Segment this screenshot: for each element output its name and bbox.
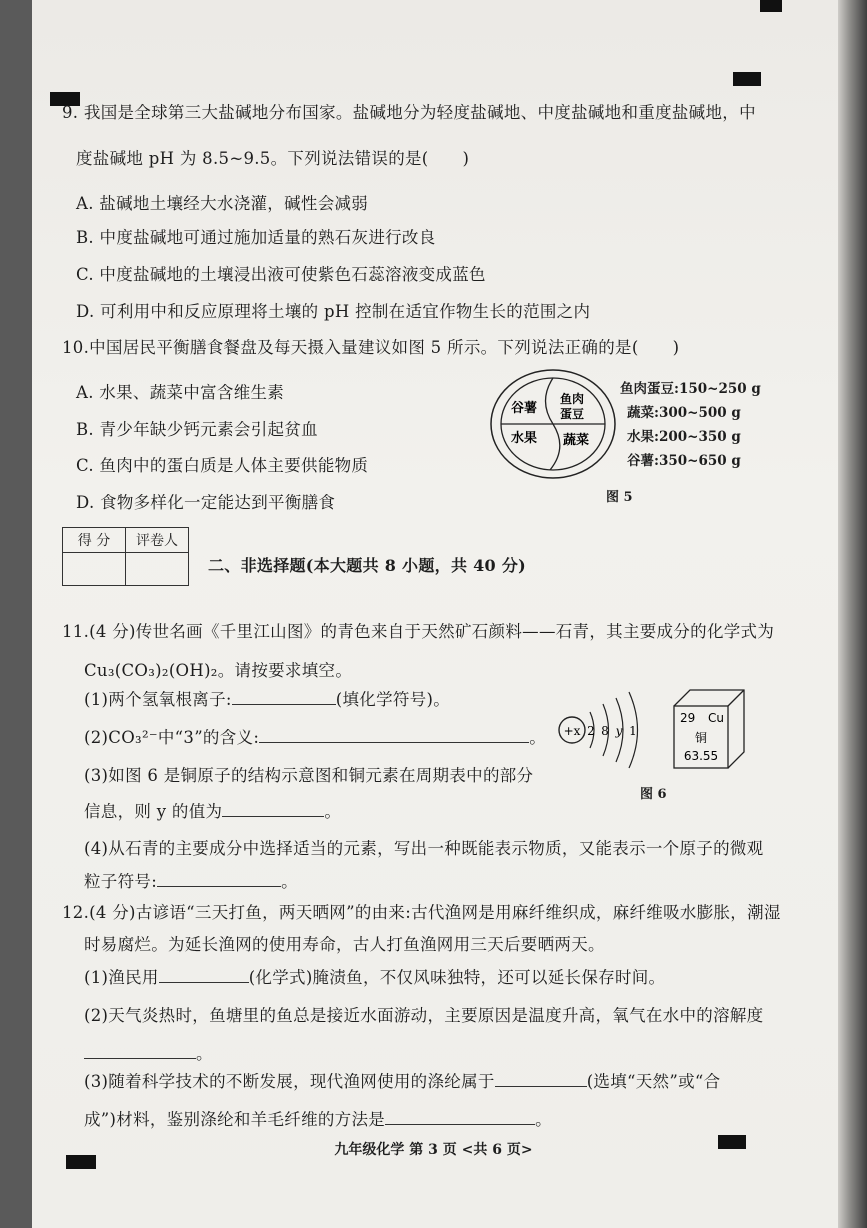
plate-label-fish-l1: 鱼肉 <box>559 392 585 406</box>
q9-option-a: A. 盐碱地土壤经大水浇灌，碱性会减弱 <box>76 194 369 213</box>
q9-option-d: D. 可利用中和反应原理将土壤的 pH 控制在适宜作物生长的范围之内 <box>76 302 591 321</box>
q11-p2-tail: 。 <box>529 728 547 747</box>
plate-label-veg: 蔬菜 <box>562 433 590 448</box>
shell-2: 8 <box>601 724 609 738</box>
intake-veg: 蔬菜:300~500 g <box>627 405 741 421</box>
score-box <box>62 527 189 586</box>
q11-stem-line2: Cu₃(CO₃)₂(OH)₂。请按要求填空。 <box>84 661 353 680</box>
intake-fruit: 水果:200~350 g <box>627 429 741 445</box>
q12-p3-head: (3)随着科学技术的不断发展，现代渔网使用的涤纶属于 <box>84 1072 495 1091</box>
q9-stem-close: ) <box>462 149 470 168</box>
nucleus-charge: +x <box>563 724 581 738</box>
q12-stem-line1: 12.(4 分)古谚语“三天打鱼，两天晒网”的由来:古代渔网是用麻纤维织成，麻纤维吸水膨胀，潮湿 <box>62 903 781 922</box>
intake-fish: 鱼肉蛋豆:150~250 g <box>620 381 761 397</box>
q11-p2-text: (2)CO₃²⁻中“3”的含义: <box>84 728 260 747</box>
q11-stem-line1: 11.(4 分)传世名画《千里江山图》的青色来自于天然矿石颜料——石青，其主要成分的化学式为 <box>62 622 775 641</box>
q12-p3-tail: (选填“天然”或“合 <box>586 1072 721 1091</box>
q11-p1-blank[interactable] <box>232 686 336 705</box>
plate-label-grain: 谷薯 <box>510 401 538 416</box>
q11-p4-line1: (4)从石青的主要成分中选择适当的元素，写出一种既能表示物质，又能表示一个原子的微观 <box>84 839 764 858</box>
copper-atom-diagram <box>556 690 652 770</box>
q11-p3-line2 <box>84 798 341 822</box>
q11-p4-tail: 。 <box>281 872 298 891</box>
q10-option-a: A. 水果、蔬菜中富含维生素 <box>76 383 285 402</box>
element-number: 29 <box>680 711 696 725</box>
q11-p1-text: (1)两个氢氧根离子: <box>84 690 232 709</box>
q12-p2-tail: 。 <box>196 1044 213 1063</box>
page-footer: 九年级化学 第 3 页 <共 6 页> <box>334 1142 533 1158</box>
registration-mark <box>760 0 782 12</box>
q11-p2-blank[interactable] <box>259 724 529 743</box>
element-name: 铜 <box>694 731 708 745</box>
q11-p3-text: 信息，则 y 的值为 <box>84 802 223 821</box>
q11-p2 <box>84 724 546 748</box>
page-edge <box>838 0 867 1228</box>
q12-stem-line2: 时易腐烂。为延长渔网的使用寿命，古人打鱼渔网用三天后要晒两天。 <box>84 935 605 954</box>
q10-option-d: D. 食物多样化一定能达到平衡膳食 <box>76 493 336 512</box>
q10-option-c: C. 鱼肉中的蛋白质是人体主要供能物质 <box>76 456 369 475</box>
q9-stem-text: 度盐碱地 pH 为 8.5~9.5。下列说法错误的是( <box>76 149 429 168</box>
reviewer-cell <box>126 553 189 586</box>
q11-p4-text: 粒子符号: <box>84 872 158 891</box>
figure5-label: 图 5 <box>606 490 633 505</box>
plate-label-fruit: 水果 <box>510 431 538 446</box>
q9-option-c: C. 中度盐碱地的土壤浸出液可使紫色石蕊溶液变成蓝色 <box>76 265 486 284</box>
q9-stem-line2 <box>76 145 469 169</box>
q12-p1 <box>84 964 665 988</box>
score-cell <box>63 553 126 586</box>
q12-p2-blank[interactable] <box>84 1040 196 1059</box>
plate-label-fish-l2: 蛋豆 <box>559 407 585 421</box>
q12-p3-blank2[interactable] <box>385 1106 535 1125</box>
reviewer-header: 评卷人 <box>126 528 189 553</box>
q10-option-b: B. 青少年缺少钙元素会引起贫血 <box>76 420 318 439</box>
copper-element-cell <box>668 686 748 774</box>
shell-3: y <box>615 724 623 738</box>
q11-p4-line2 <box>84 868 298 892</box>
q10-stem <box>62 334 679 358</box>
q12-p2-line2 <box>84 1040 213 1064</box>
q12-p3-line1 <box>84 1068 720 1092</box>
q12-p3-line2-head: 成”)材料，鉴别涤纶和羊毛纤维的方法是 <box>84 1110 386 1129</box>
q12-p3-line2 <box>84 1106 552 1130</box>
score-header: 得 分 <box>63 528 126 553</box>
q9-stem-line1: 9. 我国是全球第三大盐碱地分布国家。盐碱地分为轻度盐碱地、中度盐碱地和重度盐碱地，中 <box>62 103 756 122</box>
q12-p3-line2-tail: 。 <box>535 1110 552 1129</box>
q12-p1-tail: (化学式)腌渍鱼，不仅风味独特，还可以延长保存时间。 <box>248 968 666 987</box>
element-mass: 63.55 <box>683 749 719 763</box>
diet-plate-figure <box>488 368 618 480</box>
shell-1: 2 <box>587 724 595 738</box>
element-symbol: Cu <box>708 711 724 725</box>
shell-4: 1 <box>629 724 637 738</box>
q11-p1-tail: (填化学符号)。 <box>335 690 451 709</box>
q11-p3-tail: 。 <box>324 802 342 821</box>
figure6-label: 图 6 <box>640 787 667 802</box>
q10-stem-close: ) <box>672 338 680 357</box>
registration-mark <box>733 72 761 86</box>
q11-p4-blank[interactable] <box>157 868 281 887</box>
intake-list <box>620 377 761 473</box>
q12-p2-line1: (2)天气炎热时，鱼塘里的鱼总是接近水面游动，主要原因是温度升高，氧气在水中的溶解度 <box>84 1006 764 1025</box>
q12-p1-head: (1)渔民用 <box>84 968 159 987</box>
q12-p3-blank1[interactable] <box>495 1068 587 1087</box>
q9-option-b: B. 中度盐碱地可通过施加适量的熟石灰进行改良 <box>76 228 436 247</box>
intake-grain: 谷薯:350~650 g <box>627 453 741 469</box>
q11-p3-blank[interactable] <box>222 798 324 817</box>
q10-stem-text: 10.中国居民平衡膳食餐盘及每天摄入量建议如图 5 所示。下列说法正确的是( <box>62 338 639 357</box>
q12-p1-blank[interactable] <box>159 964 249 983</box>
section2-title: 二、非选择题(本大题共 8 小题，共 40 分) <box>208 556 527 575</box>
q11-p1 <box>84 686 450 710</box>
q11-p3-line1: (3)如图 6 是铜原子的结构示意图和铜元素在周期表中的部分 <box>84 766 534 785</box>
